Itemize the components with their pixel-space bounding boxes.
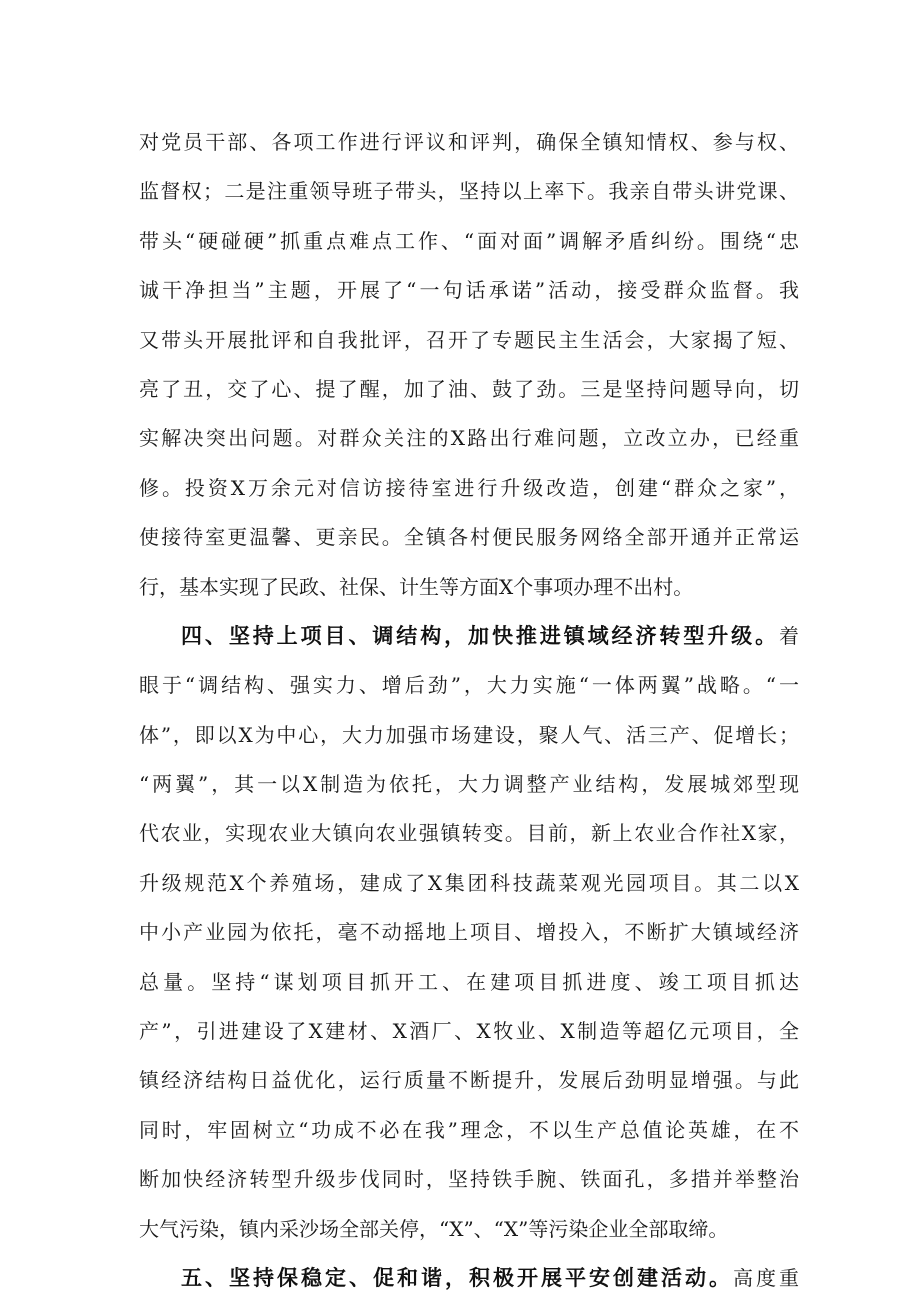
text-line: 产”，引进建设了X建材、X酒厂、X牧业、X制造等超亿元项目，全 (139, 1019, 799, 1044)
text-line: 断加快经济转型升级步伐同时，坚持铁手腕、铁面孔，多措并举整治 (139, 1167, 799, 1192)
section-heading-line (139, 612, 799, 661)
section-heading-line (139, 1254, 799, 1303)
text-line: 镇经济结构日益优化，运行质量不断提升，发展后劲明显增强。与此 (139, 1068, 799, 1093)
text-line: 亮了丑，交了心、提了醒，加了油、鼓了劲。三是坚持问题导向，切 (139, 376, 799, 401)
text-line: 监督权；二是注重领导班子带头，坚持以上率下。我亲自带头讲党课、 (139, 179, 799, 204)
text-line: “两翼”，其一以X制造为依托，大力调整产业结构，发展城郊型现 (139, 772, 799, 797)
text-line: 实解决突出问题。对群众关注的X路出行难问题，立改立办，已经重 (139, 426, 799, 451)
section-heading-five: 五、坚持保稳定、促和谐，积极开展平安创建活动。 (181, 1265, 733, 1290)
text-line: 总量。坚持“谋划项目抓开工、在建项目抓进度、竣工项目抓达 (139, 969, 799, 994)
text-line: 带头“硬碰硬”抓重点难点工作、“面对面”调解矛盾纠纷。围绕“忠 (139, 228, 799, 253)
document-body (139, 118, 799, 1303)
text-line: 大气污染，镇内采沙场全部关停，“X”、“X”等污染企业全部取缔。 (139, 1216, 729, 1241)
section-heading-four: 四、坚持上项目、调结构，加快推进镇域经济转型升级。 (181, 623, 779, 648)
text-line: 同时，牢固树立“功成不必在我”理念，不以生产总值论英雄，在不 (139, 1117, 799, 1142)
text-run: 高度重 (733, 1265, 799, 1290)
text-line: 代农业，实现农业大镇向农业强镇转变。目前，新上农业合作社X家， (139, 821, 799, 846)
text-line: 修。投资X万余元对信访接待室进行升级改造，创建“群众之家”， (139, 475, 799, 500)
paragraph-economic-transformation (139, 612, 799, 1254)
paragraph-social-stability (139, 1254, 799, 1303)
text-line: 又带头开展批评和自我批评，召开了专题民主生活会，大家揭了短、 (139, 327, 799, 352)
text-line: 眼于“调结构、强实力、增后劲”，大力实施“一体两翼”战略。“一 (139, 673, 799, 698)
text-line: 中小产业园为依托，毫不动摇地上项目、增投入，不断扩大镇域经济 (139, 920, 799, 945)
text-run: 着 (779, 623, 799, 648)
text-line: 体”，即以X为中心，大力加强市场建设，聚人气、活三产、促增长； (139, 722, 799, 747)
text-line: 升级规范X个养殖场，建成了X集团科技蔬菜观光园项目。其二以X (139, 870, 799, 895)
paragraph-accountability (139, 118, 799, 612)
text-line: 对党员干部、各项工作进行评议和评判，确保全镇知情权、参与权、 (139, 130, 799, 154)
text-line: 行，基本实现了民政、社保、计生等方面X个事项办理不出村。 (139, 574, 694, 599)
text-line: 诚干净担当”主题，开展了“一句话承诺”活动，接受群众监督。我 (139, 278, 799, 303)
text-line: 使接待室更温馨、更亲民。全镇各村便民服务网络全部开通并正常运 (139, 525, 799, 550)
